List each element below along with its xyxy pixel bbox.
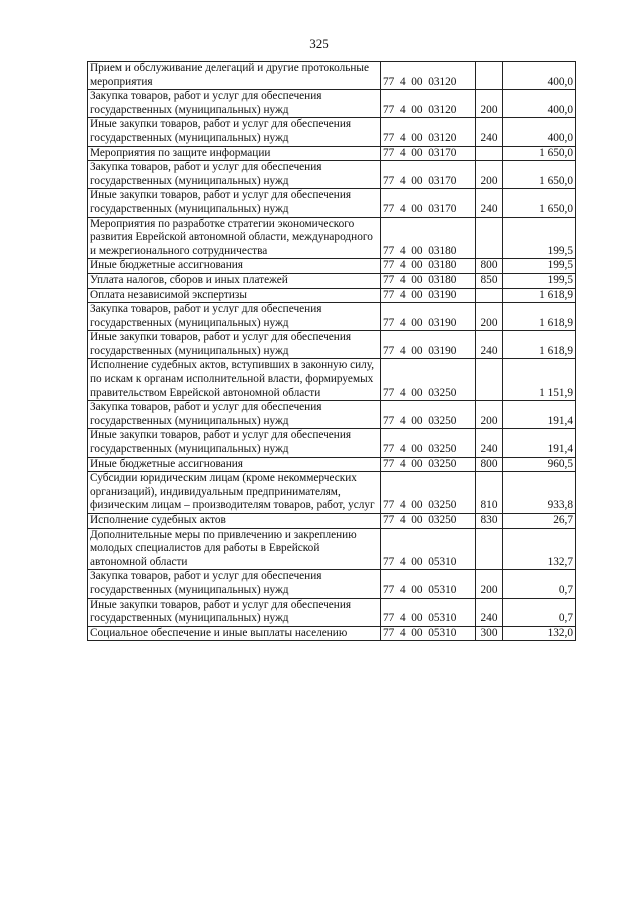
row-name-cell: Иные закупки товаров, работ и услуг для обеспечения государственных (муниципальных) нужд bbox=[88, 429, 381, 457]
table-row bbox=[88, 429, 576, 457]
table-row bbox=[88, 146, 576, 161]
row-amount-cell: 1 618,9 bbox=[503, 303, 576, 331]
table-row bbox=[88, 90, 576, 118]
row-name-cell: Субсидии юридическим лицам (кроме некоммерческих организаций), индивидуальным предпринимателям, физическим лицам – производителям товаров, работ, услуг bbox=[88, 472, 381, 514]
row-amount-cell: 1 650,0 bbox=[503, 146, 576, 161]
budget-table bbox=[87, 61, 576, 641]
row-expense-type-cell bbox=[476, 62, 503, 90]
row-name-cell: Исполнение судебных актов, вступивших в законную силу, по искам к органам исполнительной власти, формируемых правительством Еврейской автономной области bbox=[88, 359, 381, 401]
table-row bbox=[88, 189, 576, 217]
row-expense-type-cell bbox=[476, 217, 503, 259]
row-code-cell: 77 4 00 03180 bbox=[381, 217, 476, 259]
row-amount-cell: 26,7 bbox=[503, 514, 576, 529]
row-expense-type-cell: 800 bbox=[476, 457, 503, 472]
row-expense-type-cell: 850 bbox=[476, 273, 503, 288]
row-expense-type-cell: 830 bbox=[476, 514, 503, 529]
row-amount-cell: 199,5 bbox=[503, 217, 576, 259]
row-name-cell: Мероприятия по разработке стратегии экономического развития Еврейской автономной области, международного и межрегионального сотрудничества bbox=[88, 217, 381, 259]
table-row bbox=[88, 303, 576, 331]
row-name-cell: Иные закупки товаров, работ и услуг для обеспечения государственных (муниципальных) нужд bbox=[88, 598, 381, 626]
row-expense-type-cell bbox=[476, 288, 503, 303]
row-expense-type-cell: 200 bbox=[476, 401, 503, 429]
row-expense-type-cell: 200 bbox=[476, 90, 503, 118]
row-expense-type-cell: 810 bbox=[476, 472, 503, 514]
row-amount-cell: 1 151,9 bbox=[503, 359, 576, 401]
table-row bbox=[88, 331, 576, 359]
row-name-cell: Закупка товаров, работ и услуг для обеспечения государственных (муниципальных) нужд bbox=[88, 401, 381, 429]
row-code-cell: 77 4 00 03190 bbox=[381, 303, 476, 331]
table-row bbox=[88, 62, 576, 90]
row-amount-cell: 191,4 bbox=[503, 429, 576, 457]
row-expense-type-cell: 800 bbox=[476, 259, 503, 274]
row-code-cell: 77 4 00 03190 bbox=[381, 331, 476, 359]
row-code-cell: 77 4 00 03170 bbox=[381, 146, 476, 161]
budget-table-body bbox=[88, 62, 576, 641]
row-name-cell: Мероприятия по защите информации bbox=[88, 146, 381, 161]
table-row bbox=[88, 598, 576, 626]
row-expense-type-cell bbox=[476, 528, 503, 570]
row-code-cell: 77 4 00 05310 bbox=[381, 570, 476, 598]
row-expense-type-cell: 200 bbox=[476, 303, 503, 331]
row-expense-type-cell: 240 bbox=[476, 429, 503, 457]
row-amount-cell: 199,5 bbox=[503, 273, 576, 288]
row-amount-cell: 132,0 bbox=[503, 626, 576, 641]
row-name-cell: Иные закупки товаров, работ и услуг для обеспечения государственных (муниципальных) нужд bbox=[88, 118, 381, 146]
row-name-cell: Иные закупки товаров, работ и услуг для обеспечения государственных (муниципальных) нужд bbox=[88, 331, 381, 359]
row-expense-type-cell bbox=[476, 146, 503, 161]
row-expense-type-cell: 240 bbox=[476, 331, 503, 359]
table-row bbox=[88, 472, 576, 514]
row-name-cell: Дополнительные меры по привлечению и закреплению молодых специалистов для работы в Еврейской автономной области bbox=[88, 528, 381, 570]
row-code-cell: 77 4 00 03180 bbox=[381, 273, 476, 288]
table-row bbox=[88, 514, 576, 529]
row-code-cell: 77 4 00 03250 bbox=[381, 457, 476, 472]
row-code-cell: 77 4 00 05310 bbox=[381, 626, 476, 641]
row-amount-cell: 0,7 bbox=[503, 598, 576, 626]
row-code-cell: 77 4 00 03170 bbox=[381, 189, 476, 217]
row-code-cell: 77 4 00 05310 bbox=[381, 528, 476, 570]
row-amount-cell: 1 618,9 bbox=[503, 331, 576, 359]
table-row bbox=[88, 528, 576, 570]
row-code-cell: 77 4 00 03250 bbox=[381, 401, 476, 429]
row-amount-cell: 1 618,9 bbox=[503, 288, 576, 303]
row-amount-cell: 400,0 bbox=[503, 62, 576, 90]
row-name-cell: Социальное обеспечение и иные выплаты населению bbox=[88, 626, 381, 641]
row-name-cell: Уплата налогов, сборов и иных платежей bbox=[88, 273, 381, 288]
row-name-cell: Закупка товаров, работ и услуг для обеспечения государственных (муниципальных) нужд bbox=[88, 303, 381, 331]
table-row bbox=[88, 217, 576, 259]
row-code-cell: 77 4 00 03170 bbox=[381, 161, 476, 189]
row-amount-cell: 1 650,0 bbox=[503, 161, 576, 189]
row-name-cell: Закупка товаров, работ и услуг для обеспечения государственных (муниципальных) нужд bbox=[88, 161, 381, 189]
table-row bbox=[88, 288, 576, 303]
row-amount-cell: 960,5 bbox=[503, 457, 576, 472]
row-code-cell: 77 4 00 05310 bbox=[381, 598, 476, 626]
row-code-cell: 77 4 00 03120 bbox=[381, 118, 476, 146]
row-code-cell: 77 4 00 03250 bbox=[381, 359, 476, 401]
row-name-cell: Оплата независимой экспертизы bbox=[88, 288, 381, 303]
table-row bbox=[88, 570, 576, 598]
row-code-cell: 77 4 00 03190 bbox=[381, 288, 476, 303]
row-amount-cell: 132,7 bbox=[503, 528, 576, 570]
table-row bbox=[88, 626, 576, 641]
row-name-cell: Прием и обслуживание делегаций и другие протокольные мероприятия bbox=[88, 62, 381, 90]
row-code-cell: 77 4 00 03120 bbox=[381, 90, 476, 118]
row-name-cell: Исполнение судебных актов bbox=[88, 514, 381, 529]
table-row bbox=[88, 259, 576, 274]
row-code-cell: 77 4 00 03250 bbox=[381, 472, 476, 514]
row-expense-type-cell: 200 bbox=[476, 161, 503, 189]
table-row bbox=[88, 359, 576, 401]
row-name-cell: Иные закупки товаров, работ и услуг для обеспечения государственных (муниципальных) нужд bbox=[88, 189, 381, 217]
table-row bbox=[88, 401, 576, 429]
row-amount-cell: 400,0 bbox=[503, 90, 576, 118]
row-expense-type-cell: 240 bbox=[476, 118, 503, 146]
row-expense-type-cell: 240 bbox=[476, 598, 503, 626]
row-amount-cell: 0,7 bbox=[503, 570, 576, 598]
row-code-cell: 77 4 00 03250 bbox=[381, 429, 476, 457]
row-amount-cell: 933,8 bbox=[503, 472, 576, 514]
row-expense-type-cell: 200 bbox=[476, 570, 503, 598]
row-code-cell: 77 4 00 03120 bbox=[381, 62, 476, 90]
row-code-cell: 77 4 00 03180 bbox=[381, 259, 476, 274]
row-code-cell: 77 4 00 03250 bbox=[381, 514, 476, 529]
table-row bbox=[88, 457, 576, 472]
row-expense-type-cell: 240 bbox=[476, 189, 503, 217]
table-row bbox=[88, 118, 576, 146]
row-amount-cell: 1 650,0 bbox=[503, 189, 576, 217]
row-name-cell: Иные бюджетные ассигнования bbox=[88, 259, 381, 274]
row-name-cell: Иные бюджетные ассигнования bbox=[88, 457, 381, 472]
row-expense-type-cell: 300 bbox=[476, 626, 503, 641]
row-name-cell: Закупка товаров, работ и услуг для обеспечения государственных (муниципальных) нужд bbox=[88, 90, 381, 118]
row-amount-cell: 199,5 bbox=[503, 259, 576, 274]
row-name-cell: Закупка товаров, работ и услуг для обеспечения государственных (муниципальных) нужд bbox=[88, 570, 381, 598]
row-expense-type-cell bbox=[476, 359, 503, 401]
table-row bbox=[88, 273, 576, 288]
row-amount-cell: 191,4 bbox=[503, 401, 576, 429]
row-amount-cell: 400,0 bbox=[503, 118, 576, 146]
table-row bbox=[88, 161, 576, 189]
page-number: 325 bbox=[309, 36, 329, 51]
